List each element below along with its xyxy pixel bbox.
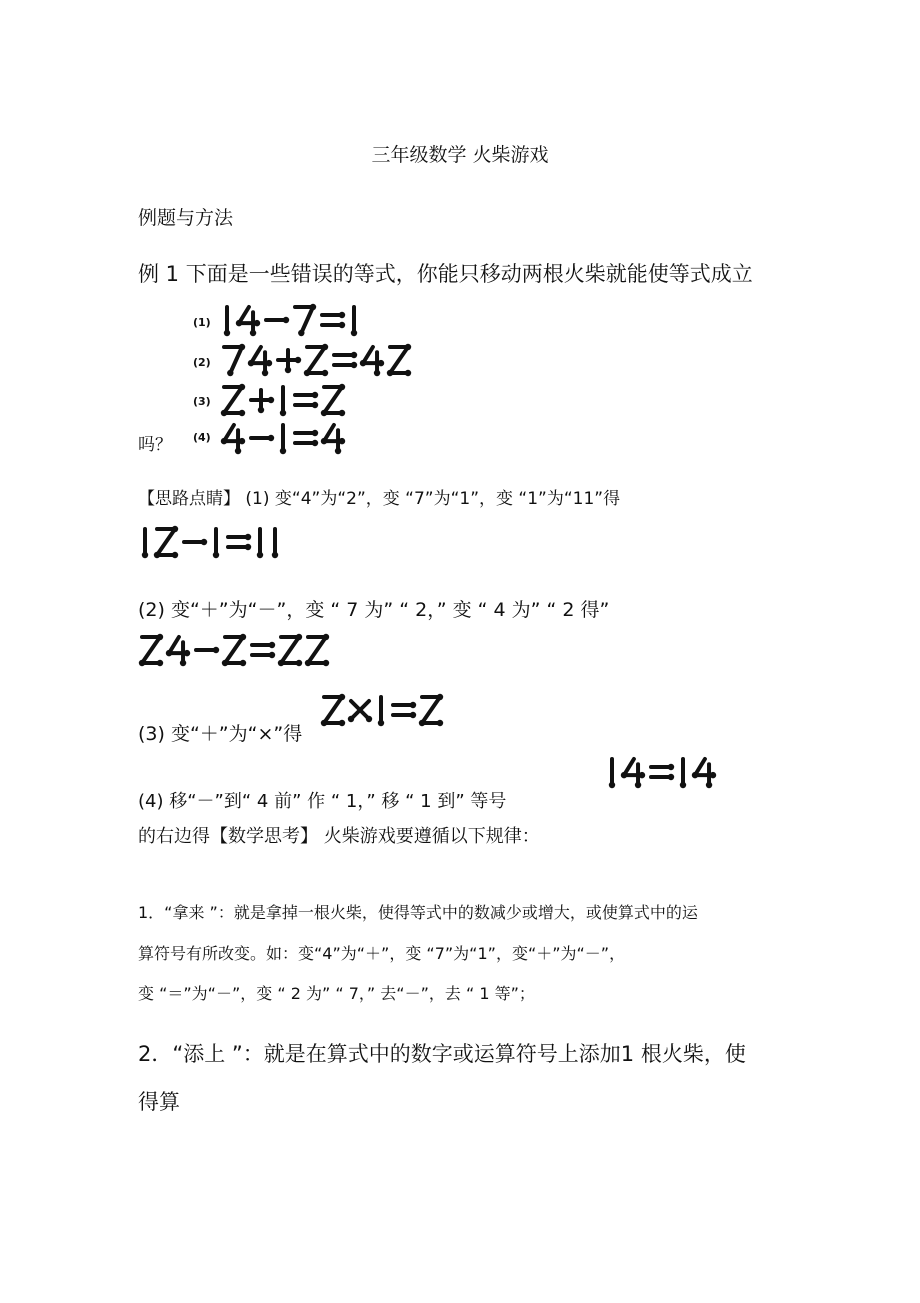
matchstick-equation-2 <box>220 340 470 380</box>
matchstick-glyph <box>321 425 345 454</box>
matchstick-equation-3 <box>220 380 470 420</box>
matchstick-head <box>312 440 318 446</box>
matchstick-head <box>180 660 186 666</box>
hint-line-3: (3) 变“＋”为“×”得 <box>138 723 303 745</box>
hint-line-1: 【思路点睛】 (1) 变“4”为“2”，变 “7”为“1”，变 “1”为“11”得 <box>138 489 621 509</box>
matchstick-glyph <box>221 384 245 416</box>
matchstick-head <box>235 448 241 454</box>
matchstick-glyph <box>621 759 645 788</box>
matchstick-head <box>262 370 268 376</box>
matchstick <box>390 347 408 373</box>
matchstick-head <box>668 764 674 770</box>
matchstick-glyph <box>236 307 260 336</box>
matchstick-head <box>269 652 275 658</box>
matchstick-head <box>351 352 357 358</box>
matchstick-glyph <box>692 759 716 788</box>
example-prompt: 例 1 下面是一些错误的等式，你能只移动两根火柴就能使等式成立 <box>138 262 753 286</box>
matchstick-head <box>635 782 641 788</box>
page-title: 三年级数学 火柴游戏 <box>371 144 549 166</box>
matchstick-glyph <box>154 526 178 558</box>
matchstick-head <box>268 397 274 403</box>
equation-label-1: (1) <box>193 316 211 329</box>
matchstick-glyph <box>257 529 263 558</box>
matchstick-head <box>609 782 615 788</box>
rule-1-line-2: 算符号有所改变。如：变“4”为“＋”，变 “7”为“1”，变“＋”为“－”， <box>138 944 626 963</box>
matchstick-head <box>245 544 251 550</box>
matchstick-glyph <box>222 634 246 666</box>
matchstick-head <box>366 716 372 722</box>
matchstick-glyph <box>295 392 318 408</box>
matchstick-glyph <box>304 344 328 376</box>
matchstick-glyph <box>322 312 345 328</box>
matchstick-head <box>245 534 251 540</box>
example-prompt-tail: 吗？ <box>138 435 172 455</box>
matchstick-head <box>213 647 219 653</box>
matchstick-head <box>280 448 286 454</box>
matchstick-head <box>410 702 416 708</box>
matchstick-head <box>224 330 230 336</box>
matchstick-glyph <box>419 694 443 726</box>
matchstick <box>225 637 243 663</box>
hint-line-4: (4) 移“－”到“ 4 前” 作 “ 1，” 移 “ 1 到” 等号 <box>138 791 507 812</box>
matchstick-glyph <box>387 344 411 376</box>
matchstick-head <box>322 370 328 376</box>
matchstick-head <box>312 430 318 436</box>
matchstick-head <box>285 367 291 373</box>
matchstick-glyph <box>360 347 384 376</box>
matchstick-head <box>227 370 233 376</box>
matchstick-glyph <box>278 350 301 373</box>
matchstick-glyph <box>321 384 345 416</box>
matchstick-head <box>323 660 329 666</box>
equation-label-3: (3) <box>193 395 211 408</box>
matchstick-glyph <box>213 529 219 558</box>
matchstick-glyph <box>266 317 289 323</box>
matchstick-glyph <box>252 642 275 658</box>
matchstick-glyph <box>280 425 286 454</box>
matchstick-glyph <box>228 534 251 550</box>
matchstick-head <box>374 370 380 376</box>
matchstick-glyph <box>651 764 674 780</box>
matchstick-glyph <box>609 759 615 788</box>
matchstick-glyph <box>251 435 274 441</box>
rule-1-line-1: 1．“拿来 ”：就是拿掉一根火柴，使得等式中的数减少或增大，或使算式中的运 <box>138 903 698 922</box>
matchstick-head <box>296 660 302 666</box>
matchstick-glyph <box>334 352 357 368</box>
matchstick-glyph <box>680 759 686 788</box>
matchstick-head <box>268 435 274 441</box>
matchstick-glyph <box>321 694 345 726</box>
matchstick-head <box>351 362 357 368</box>
section-heading: 例题与方法 <box>138 207 234 229</box>
matchstick-head <box>348 716 354 722</box>
matchstick <box>142 637 160 663</box>
matchstick-glyph <box>295 430 318 446</box>
matchstick-glyph <box>393 702 416 718</box>
matchstick-glyph <box>272 529 278 558</box>
matchstick-glyph <box>280 387 286 416</box>
matchstick <box>324 697 342 723</box>
matchstick <box>230 347 242 373</box>
matchstick-head <box>378 720 384 726</box>
matchstick-head <box>339 720 345 726</box>
matchstick-glyph <box>305 634 329 666</box>
matchstick-head <box>295 357 301 363</box>
equation-label-2: (2) <box>193 356 211 369</box>
matchstick-equation-1 <box>220 300 470 340</box>
matchstick <box>281 637 299 663</box>
matchstick-head <box>339 322 345 328</box>
matchstick-glyph <box>278 634 302 666</box>
matchstick-head <box>172 552 178 558</box>
equation-label-4: (4) <box>193 431 211 444</box>
matchstick-head <box>157 660 163 666</box>
matchstick-head <box>272 552 278 558</box>
matchstick-head <box>706 782 712 788</box>
matchstick-head <box>298 330 304 336</box>
matchstick-glyph <box>166 637 190 666</box>
matchstick <box>301 307 313 333</box>
matchstick-glyph <box>251 390 274 413</box>
matchstick-head <box>201 539 207 545</box>
matchstick-answer-4 <box>605 752 735 792</box>
matchstick <box>308 637 326 663</box>
matchstick-head <box>339 410 345 416</box>
matchstick-glyph <box>224 307 230 336</box>
matchstick-head <box>240 660 246 666</box>
matchstick-head <box>250 330 256 336</box>
matchstick-head <box>258 407 264 413</box>
matchstick-head <box>335 448 341 454</box>
matchstick-glyph <box>196 647 219 653</box>
hint-line-2: (2) 变“＋”为“－”，变 “ 7 为” “ 2，” 变 “ 4 为” “ 2 得” <box>138 599 610 621</box>
matchstick-head <box>312 402 318 408</box>
matchstick-glyph <box>139 634 163 666</box>
rule-1-line-3: 变 “＝”为“－”，变 “ 2 为” “ 7，” 去“－”，去 “ 1 等”； <box>138 984 535 1003</box>
matchstick-glyph <box>224 344 245 376</box>
matchstick-answer-3 <box>320 690 500 730</box>
matchstick-head <box>280 410 286 416</box>
matchstick-glyph <box>142 529 148 558</box>
matchstick-glyph <box>378 697 384 726</box>
matchstick-answer-1 <box>138 522 338 562</box>
matchstick-head <box>668 774 674 780</box>
matchstick-glyph <box>351 307 357 336</box>
matchstick <box>157 529 175 555</box>
matchstick-glyph <box>248 347 272 376</box>
matchstick-answer-2 <box>138 630 388 670</box>
matchstick-equation-4 <box>220 418 470 458</box>
matchstick-head <box>437 720 443 726</box>
rule-2-line-2: 得算 <box>138 1090 180 1114</box>
matchstick-head <box>410 712 416 718</box>
rule-2-line-1: 2．“添上 ”：就是在算式中的数字或运算符号上添加1 根火柴，使 <box>138 1042 746 1066</box>
matchstick-head <box>213 552 219 558</box>
matchstick-head <box>680 782 686 788</box>
matchstick-head <box>257 552 263 558</box>
matchstick-glyph <box>295 304 316 336</box>
matchstick-head <box>339 312 345 318</box>
hint-line-5: 的右边得【数学思考】 火柴游戏要遵循以下规律： <box>138 826 540 847</box>
matchstick <box>324 387 342 413</box>
matchstick <box>422 697 440 723</box>
matchstick-head <box>351 330 357 336</box>
matchstick-glyph <box>221 425 245 454</box>
matchstick-glyph <box>348 701 372 722</box>
matchstick <box>224 387 242 413</box>
matchstick-head <box>312 392 318 398</box>
matchstick-glyph <box>184 539 207 545</box>
matchstick-head <box>142 552 148 558</box>
matchstick-head <box>405 370 411 376</box>
matchstick-head <box>283 317 289 323</box>
matchstick-head <box>239 410 245 416</box>
matchstick-head <box>269 642 275 648</box>
matchstick <box>307 347 325 373</box>
